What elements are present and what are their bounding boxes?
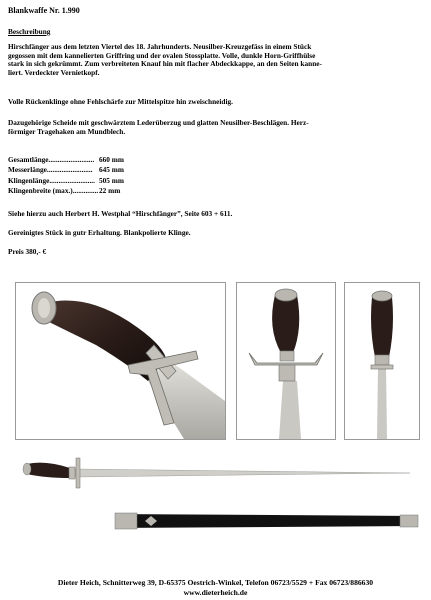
price: Preis 380,- € (8, 247, 47, 256)
measurement-row (8, 176, 124, 186)
description-line: liert. Verdeckter Vernietkopf. (8, 67, 100, 77)
footer-address: Dieter Heich, Schnitterweg 39, D-65375 Oestrich-Winkel, Telefon 06723/5529 + Fax 06723/886630 (57, 578, 374, 587)
measurement-label: Messerlänge......................... (8, 165, 93, 175)
measurement-value: 22 mm (99, 185, 121, 195)
measurement-label: Klingenlänge......................... (8, 175, 95, 185)
measurement-value: 505 mm (99, 175, 124, 185)
description-line: Dazugehörige Scheide mit geschwärztem Lederüberzug und glatten Neusilber-Beschlägen. Herz- (8, 118, 309, 127)
description-line: Hirschfänger aus dem letzten Viertel des 18. Jahrhunderts. Neusilber-Kreuzgefäss in einem Stück (8, 42, 312, 51)
section-heading: Beschreibung (8, 27, 51, 36)
measurement-value: 645 mm (99, 165, 124, 175)
measurement-row (8, 186, 124, 196)
photo-side-view (344, 282, 420, 440)
measurement-row (8, 165, 124, 175)
condition-note: Gereinigtes Stück in gutr Erhaltung. Blankpolierte Klinge. (8, 228, 191, 237)
listing-title: Blankwaffe Nr. 1.990 (8, 6, 80, 15)
measurement-label: Klingenbreite (max.).............. (8, 185, 99, 195)
description-paragraph-2: Volle Rückenklinge ohne Fehlschärfe zur Mittelspitze hin zweischneidig. (8, 97, 233, 106)
literature-reference: Siehe hierzu auch Herbert H. Westphal “Hirschfänger”, Seite 603 + 611. (8, 209, 233, 218)
measurements-table (8, 155, 124, 196)
description-paragraph-3 (8, 119, 309, 136)
footer-website: www.dieterheich.de (183, 588, 248, 597)
description-line: stark in sich gekrümmt. Zum verbreiteten Knauf hin mit flacher Abdeckkappe, an den Seiten kanne- (8, 59, 322, 69)
measurement-row (8, 155, 124, 165)
photo-hilt-front (236, 282, 336, 440)
photo-hilt-closeup (15, 282, 226, 440)
measurement-label: Gesamtlänge......................... (8, 155, 95, 164)
description-line: förmiger Tragehaken am Mundblech. (8, 126, 126, 136)
description-paragraph-1 (8, 43, 322, 77)
measurement-value: 660 mm (99, 155, 124, 164)
photo-full-hanger-and-scabbard (15, 446, 419, 568)
description-line: gegossen mit dem kannelierten Griffring und der ovalen Stossplatte. Volle, dunkle Horn-Griffhülse (8, 50, 316, 60)
